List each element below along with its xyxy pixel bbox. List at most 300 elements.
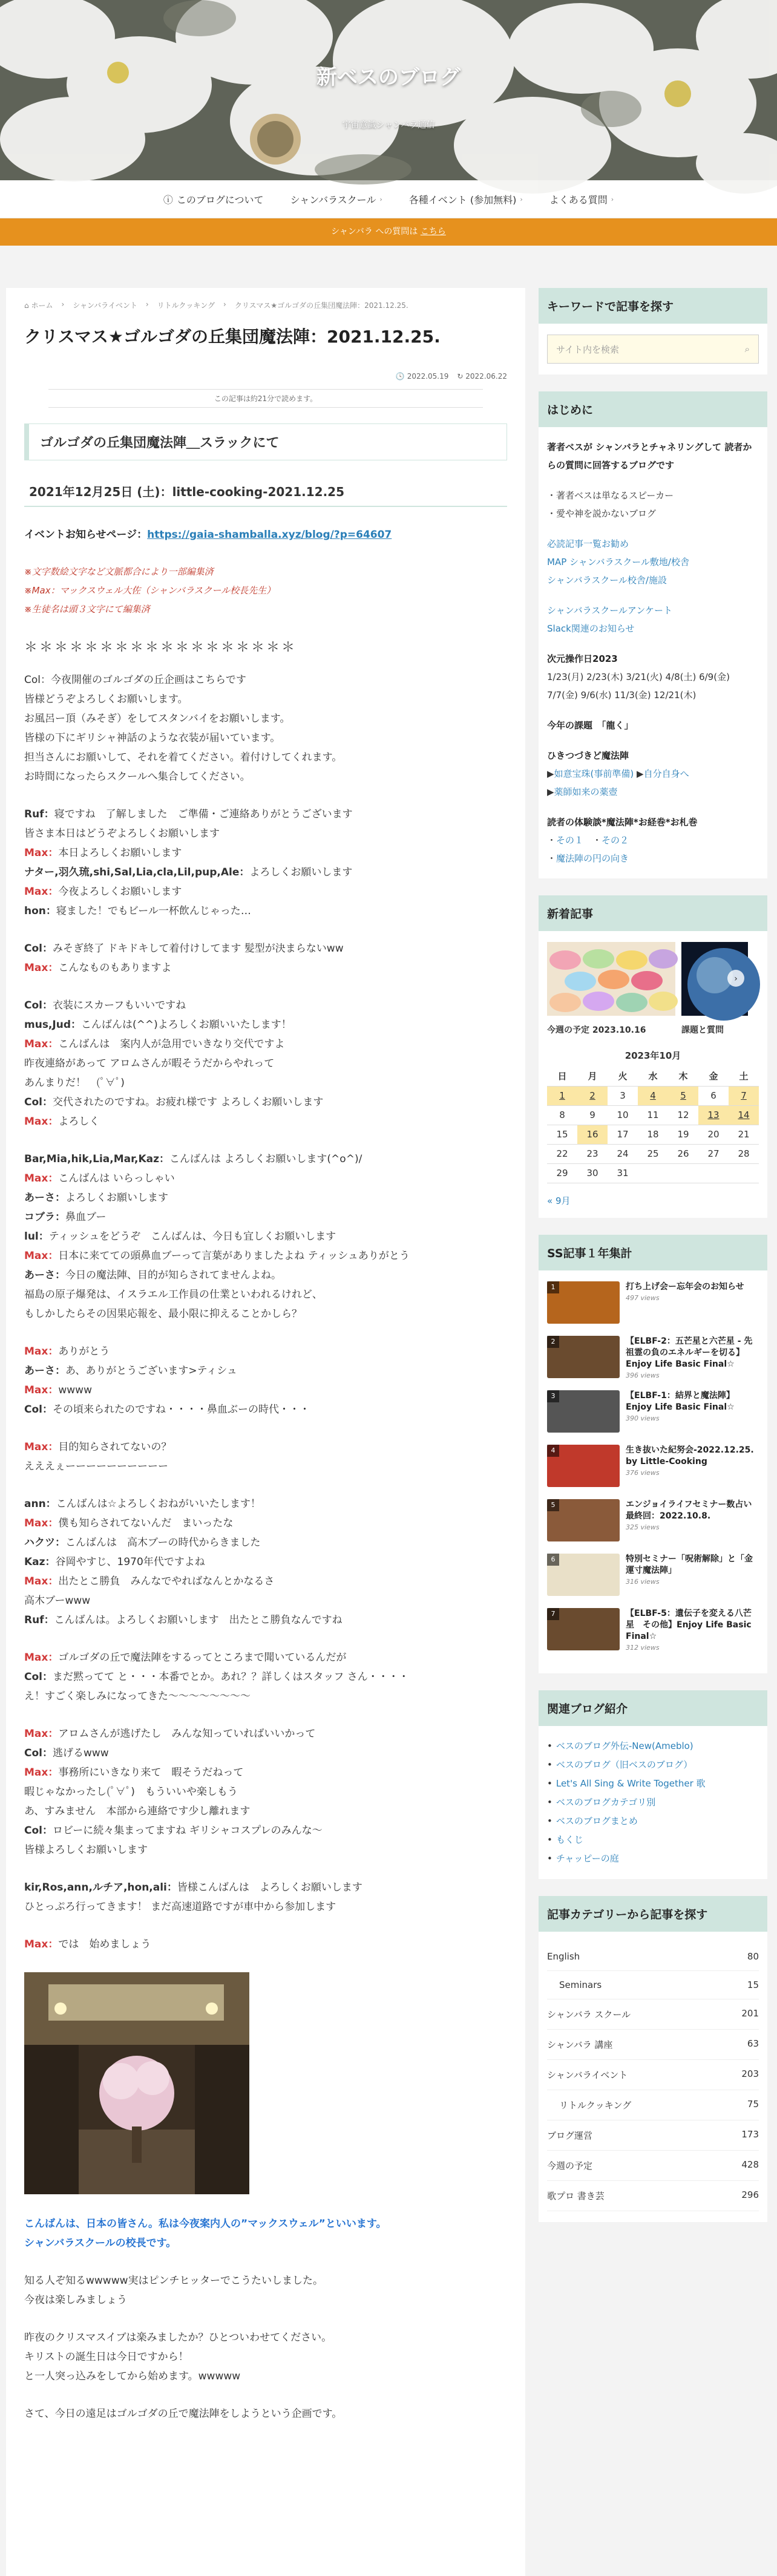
ranking-item[interactable] — [547, 1608, 759, 1654]
chat-line — [24, 1457, 507, 1476]
ranking-number: 1 — [547, 1281, 559, 1293]
message-text: こんばんは(^^)よろしくお願いいたします！ — [81, 1019, 292, 1031]
subsection-heading: 2021年12月25日 (土)：little-cooking-2021.12.25 — [24, 476, 507, 507]
message-text: 谷岡やすじ、1970年代ですよね — [55, 1556, 205, 1568]
chat-line — [24, 1648, 507, 1667]
calendar-day: 10 — [608, 1105, 638, 1125]
ranking-thumbnail — [547, 1445, 620, 1487]
category-name: リトルクッキング — [559, 2099, 632, 2111]
speaker-name: ann： — [24, 1498, 56, 1510]
chat-para — [24, 1149, 507, 1324]
speaker-name: Max： — [24, 1441, 59, 1453]
speaker-name: あーさ： — [24, 1365, 65, 1377]
svg-text:›: › — [734, 974, 738, 984]
message-text: ゴルゴダの丘で魔法陣をするってところまで聞いているんだが — [58, 1652, 347, 1664]
ranking-title: 【ELBF-2：五芒星と六芒星 - 先祖霊の負のエネルギーを切る】Enjoy Life Basic Final☆ — [626, 1336, 753, 1369]
chat-line — [24, 1821, 507, 1840]
speaker-name: Col： — [24, 1671, 53, 1683]
message-text: 逃げるwww — [52, 1747, 109, 1759]
magic-link[interactable]: 薬師如来の薬壺 — [554, 786, 618, 797]
ranking-title: 生き抜いた紀努会-2022.12.25. by Little-Cooking — [626, 1445, 754, 1466]
header-flower-image — [0, 0, 777, 180]
event-link[interactable]: https://gaia-shamballa.xyz/blog/?p=64607 — [147, 529, 392, 541]
notice-bar — [0, 218, 777, 246]
ranking-title: 【ELBF-1：結界と魔法陣】Enjoy Life Basic Final☆ — [626, 1390, 735, 1412]
calendar-caption: 2023年10月 — [625, 1050, 681, 1061]
chat-line — [24, 1514, 507, 1533]
new-post-card[interactable] — [681, 942, 748, 1036]
calendar-day: 26 — [668, 1144, 698, 1163]
speaker-name: Max： — [24, 1652, 59, 1664]
ranking-title: 打ち上げ会ー忘年会のお知らせ — [626, 1281, 744, 1292]
ranking-item[interactable] — [547, 1390, 759, 1436]
message-text: こんばんは。よろしくお願いします 出たとこ勝負なんですね — [54, 1614, 343, 1626]
speaker-name: Max： — [24, 1767, 59, 1779]
chat-line — [24, 843, 507, 863]
chat-line — [24, 1840, 507, 1860]
chat-line: お風呂ー頂（みそぎ）をしてスタンバイをお願いします。 — [24, 713, 290, 725]
section-heading: ゴルゴダの丘集団魔法陣＿スラックにて — [24, 423, 507, 460]
intro-link[interactable]: シャンバラスクール校舎/施設 — [547, 575, 667, 586]
category-item[interactable] — [547, 2120, 759, 2151]
chat-line — [24, 1149, 507, 1169]
chevron-down-icon: › — [379, 195, 382, 203]
chat-para — [24, 1494, 507, 1630]
message-text: こんばんは 案内人が急用でいきなり交代ですよ — [58, 1038, 285, 1050]
message-text: 昨夜連絡があって アロムさんが暇そうだからやれって — [24, 1058, 275, 1070]
chevron-down-icon: › — [611, 195, 614, 203]
intro-link[interactable]: シャンバラスクールアンケート — [547, 605, 673, 616]
chat-line — [24, 1591, 507, 1610]
chat-line: お時間になったらスクールへ集合してください。 — [24, 771, 251, 783]
intro-link[interactable]: MAP シャンバラスクール敷地/校舎 — [547, 557, 689, 567]
published-date: 🕓 2022.05.19 — [395, 372, 449, 381]
ss-ranking-widget — [539, 1235, 767, 1673]
message-text: 目的知らされてないの？ — [58, 1441, 172, 1453]
chat-line: 知る人ぞ知るwwwww実はピンチヒッターでこうたいしました。 — [24, 2275, 324, 2287]
category-item[interactable] — [547, 2151, 759, 2181]
message-text: あ、すみません 本部から連絡です少し離れます — [24, 1805, 251, 1817]
calendar-day: 20 — [698, 1125, 729, 1144]
exp-link[interactable]: 魔法陣の円の向き — [556, 853, 629, 864]
ranking-item[interactable] — [547, 1336, 759, 1382]
category-item[interactable] — [547, 1943, 759, 1971]
message-text: 衣装にスカーフもいいですね — [52, 999, 186, 1012]
widget-title: キーワードで記事を探す — [539, 288, 767, 324]
message-text: あんまりだ！ (ﾟ∀ﾟ) — [24, 1077, 125, 1089]
chat-para — [24, 1878, 507, 1917]
ranking-number: 2 — [547, 1336, 559, 1348]
chat-line: 担当さんにお願いして、それを着てください。着付けしてくれます。 — [24, 751, 343, 763]
ranking-thumbnail — [547, 1336, 620, 1378]
widget-title: 新着記事 — [539, 895, 767, 931]
calendar-day: 9 — [577, 1105, 608, 1125]
chat-line — [24, 1552, 507, 1572]
calendar-day: 31 — [608, 1163, 638, 1183]
speaker-name: Max： — [24, 1172, 59, 1185]
read-time: この記事は約21分で読めます。 — [48, 389, 483, 408]
chat-line — [24, 1744, 507, 1763]
chat-line: 皆様の下にギリシャ神話のような衣装が届いています。 — [24, 732, 281, 744]
chat-line — [24, 863, 507, 882]
category-count: 15 — [747, 1979, 759, 1990]
lobby-photo — [24, 1972, 249, 2194]
category-count: 63 — [747, 2038, 759, 2049]
info-icon: ⓘ — [163, 194, 173, 206]
exp-link[interactable]: その１ — [556, 835, 584, 846]
category-item[interactable] — [547, 2030, 759, 2060]
new-post-title: 課題と質問 — [681, 1025, 724, 1035]
ranking-views: 497 views — [626, 1293, 660, 1302]
speaker-name: あーさ： — [24, 1192, 65, 1204]
calendar-day: 18 — [638, 1125, 668, 1144]
speaker-name: Max： — [24, 886, 59, 898]
chat-para — [24, 1648, 507, 1706]
message-text: 事務所にいきなり来て 暇そうだねって — [58, 1767, 244, 1779]
updated-date: ↻ 2022.06.22 — [457, 372, 507, 381]
message-text: よろしく — [58, 1116, 100, 1128]
category-item[interactable] — [547, 1999, 759, 2030]
search-input[interactable]: サイト内を検索 ⌕ — [547, 335, 759, 364]
site-subtitle: 宇宙意識シャンバラ通信 — [342, 120, 435, 130]
speaker-name: Max： — [24, 1345, 59, 1358]
message-text: あ、ありがとうございます>ティシュ — [65, 1365, 237, 1377]
intro-link[interactable]: 必読記事一覧お勧め — [547, 538, 629, 549]
chat-line — [24, 1188, 507, 1208]
calendar-day: 30 — [577, 1163, 608, 1183]
speaker-name: Max： — [24, 1938, 59, 1950]
magic-link[interactable]: 自分自身へ — [643, 768, 689, 779]
message-text: よろしくお願いします — [65, 1192, 168, 1204]
message-text: ロビーに続々集まってますね ギリシャコスプレのみんな〜 — [52, 1825, 323, 1837]
calendar-day[interactable]: 4 — [638, 1086, 668, 1105]
site-header — [0, 0, 777, 180]
calendar-weekday: 日 — [547, 1067, 577, 1086]
new-post-card[interactable] — [547, 942, 675, 1036]
category-count: 75 — [747, 2098, 759, 2110]
chat-line — [24, 1935, 507, 1954]
related-blog-link[interactable]: • ベスのブログカテゴリ別 — [547, 1793, 759, 1812]
related-blog-link[interactable]: • ベスのブログまとめ — [547, 1812, 759, 1831]
speaker-name: Max： — [24, 962, 59, 974]
chat-line — [24, 1112, 507, 1131]
calendar-day[interactable]: 1 — [547, 1086, 577, 1105]
ranking-thumbnail — [547, 1499, 620, 1541]
message-text: 鼻血ブー — [65, 1211, 107, 1223]
category-item[interactable] — [547, 2181, 759, 2211]
speaker-name: Kaz： — [24, 1556, 56, 1568]
chat-line — [24, 1802, 507, 1821]
nav-item-about[interactable]: ⓘ このブログについて — [163, 192, 264, 206]
speaker-name: Col： — [24, 1747, 53, 1759]
calendar-weekday: 水 — [638, 1067, 668, 1086]
chat-line — [24, 1437, 507, 1457]
speaker-name: Max： — [24, 1384, 59, 1396]
chat-line: キリストの誕生日は今日ですから！ — [24, 2351, 189, 2363]
new-post-title: 今週の予定 2023.10.16 — [547, 1025, 646, 1035]
planet-thumbnail — [681, 942, 748, 1016]
notice-link[interactable]: こちら — [420, 227, 446, 237]
message-text: こんばんは いらっしゃい — [58, 1172, 175, 1185]
chat-para — [24, 2271, 507, 2310]
speaker-name: Max： — [24, 1728, 59, 1740]
calendar-weekday: 木 — [668, 1067, 698, 1086]
speaker-name: Col： — [24, 943, 53, 955]
breadcrumb-item[interactable]: シャンバライベント — [73, 301, 137, 310]
chat-line: 昨夜のクリスマスイブは楽みましたか？ひとついわせてください。 — [24, 2332, 332, 2344]
chat-line — [24, 805, 507, 824]
category-count: 201 — [741, 2007, 759, 2019]
category-count: 173 — [741, 2128, 759, 2140]
speaker-name: あーさ： — [24, 1269, 65, 1281]
ranking-title: 【ELBF-5：遺伝子を変える八芒星 その他】Enjoy Life Basic Final☆ — [626, 1608, 752, 1641]
category-count: 80 — [747, 1950, 759, 1962]
related-blog-link[interactable]: • Let's All Sing & Write Together 歌 — [547, 1774, 759, 1793]
message-text: wwww — [58, 1384, 92, 1396]
message-text: こんばんは☆よろしくおねがいいたします！ — [56, 1498, 261, 1510]
message-text: アロムさんが逃げたし みんな知っていればいいかって — [58, 1728, 316, 1740]
speaker-name: ハクツ： — [24, 1537, 65, 1549]
breadcrumb: ⌂ ホーム › シャンバライベント › リトルクッキング › クリスマス★ゴルゴダの丘集団魔法陣：2021.12.25. — [24, 300, 408, 310]
message-text: 暇じゃなかったし(ﾟ∀ﾟ) もういいや楽しもう — [24, 1786, 238, 1798]
chat-line — [24, 1208, 507, 1227]
ranking-item[interactable] — [547, 1445, 759, 1491]
speaker-name: hon： — [24, 905, 56, 917]
intro-link[interactable]: Slack関連のお知らせ — [547, 623, 635, 634]
category-count: 296 — [741, 2189, 759, 2200]
message-text: ひとっぷろ行ってきます！ まだ高速道路ですが車中から参加します — [24, 1901, 336, 1913]
message-text: よろしくお願いします — [249, 866, 353, 878]
global-nav — [0, 180, 777, 218]
message-text: みそぎ終了 ドキドキして着付けしてます 髪型が決まらないww — [52, 943, 344, 955]
chat-line — [24, 1897, 507, 1917]
calendar-day: 22 — [547, 1144, 577, 1163]
event-info: イベントお知らせページ：https://gaia-shamballa.xyz/blog/?p=64607 — [24, 529, 392, 541]
ranking-thumbnail — [547, 1281, 620, 1324]
chat-para — [24, 805, 507, 921]
chat-line: さて、今日の遠足はゴルゴダの丘で魔法陣をしようという企画です。 — [24, 2408, 343, 2420]
ranking-views: 376 views — [626, 1468, 660, 1477]
ranking-views: 325 views — [626, 1523, 660, 1531]
chat-line — [24, 1782, 507, 1802]
calendar-day: 3 — [608, 1086, 638, 1105]
chat-line — [24, 1246, 507, 1266]
ranking-item[interactable] — [547, 1554, 759, 1600]
speaker-name: Col： — [24, 1404, 53, 1416]
chat-line — [24, 1054, 507, 1073]
calendar-day: 28 — [729, 1144, 759, 1163]
related-blog-link[interactable]: • ベスのブログ外伝-New(Ameblo) — [547, 1737, 759, 1756]
widget-title: SS記事１年集計 — [539, 1235, 767, 1270]
speaker-name: Max： — [24, 1575, 59, 1587]
calendar-prev-link[interactable]: « 9月 — [547, 1195, 571, 1206]
chat-para — [24, 996, 507, 1131]
chat-line — [24, 1169, 507, 1188]
calendar-day: 19 — [668, 1125, 698, 1144]
related-blog-link[interactable]: • もくじ — [547, 1831, 759, 1849]
message-text: えええぇーーーーーーーーーー — [24, 1460, 168, 1473]
calendar-day: 24 — [608, 1144, 638, 1163]
chat-para — [24, 1935, 507, 1954]
breadcrumb-home[interactable]: ⌂ ホーム — [24, 301, 53, 310]
intro-widget: はじめに 著者ベスが シャンバラとチャネリングして 読者からの質問に回答するブログです ・著者ベスは単なるスピーカー ・愛や神を説かないブログ 必読記事一覧お勧め MAP シャンバラスクール敷地/校舎 シャンバラスクール校舎/施設 シャンバラスクールアンケート Slack関連のお知らせ 次元操作日2023 1/23(月) 2/23(木) 3/21(火) 4/8(土) 6/9(金) 7/7(金) 9/6(水) 11/3(金) 12/21(木) 今年の課題 「龍く」 ひきつづきど魔法陣 ▶如意宝珠(事前準備) ▶自分自身へ ▶薬師如来の薬壺 読者の体験談*魔法陣*お経巻*お札巻 ・その１ ・その２ ・魔法陣の円の向き — [539, 391, 767, 878]
speaker-name: Ruf： — [24, 1614, 54, 1626]
calendar-day[interactable]: 14 — [729, 1105, 759, 1125]
ranking-item[interactable] — [547, 1499, 759, 1545]
ranking-views: 312 views — [626, 1643, 660, 1652]
macaron-thumbnail — [547, 942, 675, 1016]
ranking-number: 6 — [547, 1554, 559, 1566]
ranking-thumbnail — [547, 1554, 620, 1596]
search-widget — [539, 288, 767, 374]
calendar-day[interactable]: 2 — [577, 1086, 608, 1105]
chat-para — [24, 1342, 507, 1419]
calendar-day: 23 — [577, 1144, 608, 1163]
calendar-weekday: 金 — [698, 1067, 729, 1086]
calendar-day: 25 — [638, 1144, 668, 1163]
calendar-day[interactable]: 13 — [698, 1105, 729, 1125]
notice-text: シャンバラ への質問は — [331, 227, 418, 237]
message-text: まだ黙ってて と・・・本番でとか。あれ？？詳しくはスタッフ さん・・・・ — [52, 1671, 409, 1683]
related-blog-link[interactable]: • チャッピーの庭 — [547, 1849, 759, 1868]
editor-notes: ※文字数絵文字など文脈都合により一部編集済 ※Max：マックスウェル大佐（シャンバラスクール校長先生） ※生徒名は頭３文字にて編集済 — [24, 566, 276, 615]
calendar-weekday: 土 — [729, 1067, 759, 1086]
breadcrumb-current: クリスマス★ゴルゴダの丘集団魔法陣：2021.12.25. — [234, 301, 408, 310]
speaker-name: mus,Jud： — [24, 1019, 81, 1031]
new-posts-widget — [539, 895, 767, 1218]
speaker-name: kir,Ros,ann,ルチア,hon,ali： — [24, 1881, 177, 1894]
magic-link[interactable]: 如意宝珠(事前準備) — [554, 768, 634, 779]
category-count: 203 — [741, 2068, 759, 2079]
chat-line — [24, 1687, 507, 1706]
calendar-day[interactable]: 7 — [729, 1086, 759, 1105]
speaker-name: lul： — [24, 1231, 49, 1243]
sidebar — [539, 288, 767, 2239]
search-icon[interactable]: ⌕ — [744, 344, 750, 355]
category-widget — [539, 1896, 767, 2222]
chat-line — [24, 882, 507, 901]
chat-line — [24, 1610, 507, 1630]
nav-item-faq[interactable]: よくある質問 › — [549, 194, 614, 206]
calendar-day: 15 — [547, 1125, 577, 1144]
related-blog-link[interactable]: • ベスのブログ（旧ベスのブログ） — [547, 1756, 759, 1774]
ranking-item[interactable] — [547, 1281, 759, 1327]
message-text: 皆さま本日はどうぞよろしくお願いします — [24, 828, 220, 840]
message-text: 皆様よろしくお願いします — [24, 1844, 148, 1856]
breadcrumb-item[interactable]: リトルクッキング — [157, 301, 215, 310]
category-name: ブログ運営 — [547, 2130, 593, 2141]
chat-para — [24, 1437, 507, 1476]
ranking-title: エンジョイライフセミナー数占い最終回：2022.10.8. — [626, 1499, 752, 1521]
message-text: 出たとこ勝負 みんなでやればなんとかなるさ — [58, 1575, 275, 1587]
calendar-day[interactable]: 5 — [668, 1086, 698, 1105]
chat-line — [24, 1035, 507, 1054]
chat-line — [24, 1494, 507, 1514]
speaker-name: Max： — [24, 1250, 59, 1262]
message-text: 福島の原子爆発は、イスラエル工作員の仕業といわれるけれど、 — [24, 1289, 323, 1301]
message-text: ありがとう — [58, 1345, 110, 1358]
chat-line — [24, 1878, 507, 1897]
greeting-blue: こんばんは、日本の皆さん。私は今夜案内人の”マックスウェル”といいます。 シャンバラスクールの校長です。 — [24, 2218, 387, 2249]
calendar-day: 21 — [729, 1125, 759, 1144]
message-text: ティッシュをどうぞ こんばんは、今日も宜しくお願いします — [48, 1231, 336, 1243]
nav-item-events[interactable]: 各種イベント (参加無料) › — [408, 194, 523, 206]
widget-title: 関連ブログ紹介 — [539, 1690, 767, 1726]
category-item[interactable] — [547, 1971, 759, 1999]
ranking-number: 5 — [547, 1499, 559, 1511]
message-text: え！すごく楽しみになってきた〜〜〜〜〜〜〜〜 — [24, 1690, 251, 1702]
category-name: シャンバラ スクール — [547, 2009, 631, 2020]
ranking-number: 3 — [547, 1390, 559, 1402]
message-text: もしかしたらその因果応報を、最小限に抑えることかしら？ — [24, 1308, 302, 1320]
calendar-day: 29 — [547, 1163, 577, 1183]
chat-line — [24, 1400, 507, 1419]
chat-line — [24, 1285, 507, 1304]
chat-line — [24, 1572, 507, 1591]
chat-line — [24, 1342, 507, 1361]
chat-line — [24, 1093, 507, 1112]
chat-line — [24, 958, 507, 978]
message-text: 交代されたのですね。お疲れ様です よろしくお願いします — [52, 1096, 324, 1108]
speaker-name: Max： — [24, 1038, 59, 1050]
speaker-name: Max： — [24, 1517, 59, 1529]
ranking-thumbnail — [547, 1608, 620, 1650]
chat-para — [24, 670, 507, 786]
message-text: では 始めましょう — [58, 1938, 151, 1950]
ranking-views: 396 views — [626, 1371, 660, 1379]
chat-line — [24, 901, 507, 921]
chat-line: と一人突っ込みをしてから始めます。wwwww — [24, 2370, 241, 2382]
category-name: 歌プロ 書き芸 — [547, 2190, 605, 2202]
speaker-name: ナター,羽久琉,shi,Sal,Lia,cla,Lil,pup,Ale： — [24, 866, 250, 878]
chat-line — [24, 1763, 507, 1782]
calendar-day — [668, 1163, 698, 1183]
category-name: シャンバライベント — [547, 2069, 628, 2081]
chat-para — [24, 1724, 507, 1860]
nav-item-school[interactable]: シャンバラスクール › — [290, 194, 382, 206]
chat-line: 皆様どうぞよろしくお願いします。 — [24, 693, 188, 705]
post-dates — [24, 372, 507, 381]
ranking-thumbnail — [547, 1390, 620, 1433]
message-text: その頃来られたのですね・・・・鼻血ぶーの時代・・・ — [52, 1404, 310, 1416]
speaker-name: Max： — [24, 1116, 59, 1128]
chat-line — [24, 1073, 507, 1093]
exp-link[interactable]: その２ — [602, 835, 629, 846]
calendar-day: 8 — [547, 1105, 577, 1125]
chat-para — [24, 2404, 507, 2424]
chat-para — [24, 939, 507, 978]
speaker-name: Col： — [24, 1096, 53, 1108]
page-title: クリスマス★ゴルゴダの丘集団魔法陣：2021.12.25. — [24, 327, 441, 347]
message-text: 高木ブーwww — [24, 1595, 91, 1607]
ranking-views: 316 views — [626, 1577, 660, 1586]
site-title[interactable]: 新ベスのブログ — [316, 65, 461, 90]
category-item[interactable] — [547, 2090, 759, 2120]
message-text: こんばんは よろしくお願いします(^o^)/ — [169, 1153, 362, 1165]
chat-line — [24, 1015, 507, 1035]
speaker-name: Max： — [24, 847, 59, 859]
main-article — [6, 288, 525, 2576]
speaker-name: Col： — [24, 1825, 53, 1837]
calendar — [547, 1067, 759, 1183]
chat-line — [24, 1533, 507, 1552]
calendar-day: 6 — [698, 1086, 729, 1105]
category-name: 今週の予定 — [547, 2160, 593, 2171]
message-text: こんなものもありますよ — [58, 962, 172, 974]
message-text: 寝ました！でもビール一杯飲んじゃった… — [56, 905, 251, 917]
category-item[interactable] — [547, 2060, 759, 2090]
calendar-day: 27 — [698, 1144, 729, 1163]
